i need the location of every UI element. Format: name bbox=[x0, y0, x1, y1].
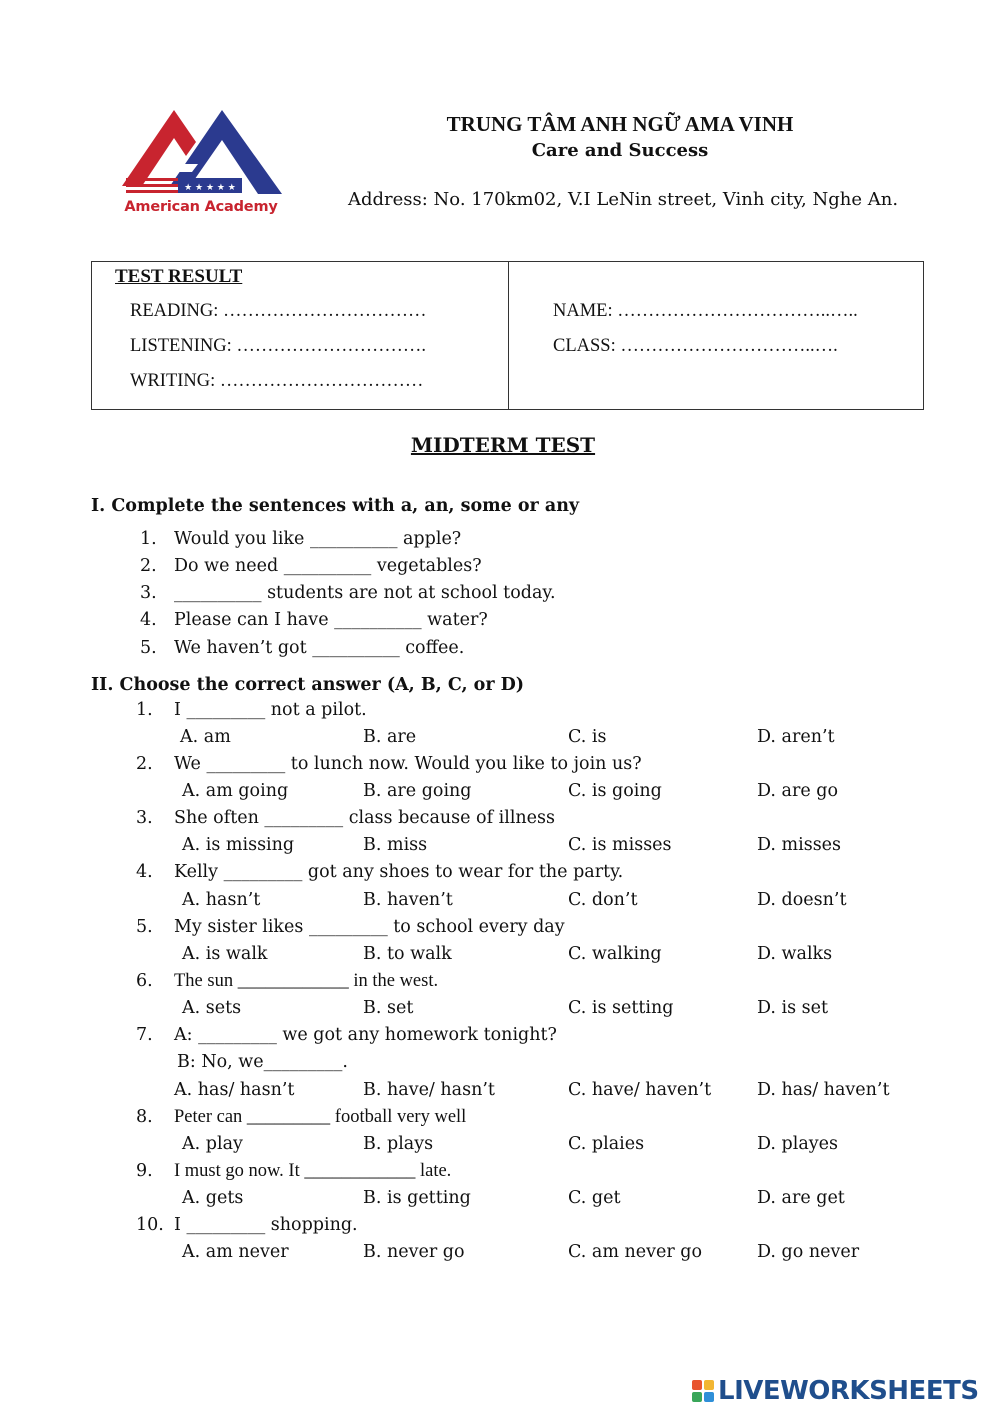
option-b[interactable]: B. are bbox=[363, 727, 417, 747]
box-divider bbox=[508, 262, 509, 409]
class-field[interactable]: CLASS: …………………………..…. bbox=[553, 336, 838, 356]
option-d[interactable]: D. walks bbox=[757, 944, 833, 964]
liveworksheets-text: LIVEWORKSHEETS bbox=[718, 1376, 979, 1406]
option-d[interactable]: D. has/ haven’t bbox=[757, 1080, 890, 1100]
question-text: She often _________ class because of illness bbox=[174, 808, 556, 828]
section1-heading: I. Complete the sentences with a, an, some or any bbox=[91, 496, 580, 516]
option-c[interactable]: C. is setting bbox=[568, 998, 674, 1018]
name-field[interactable]: NAME: ……………………………..….. bbox=[553, 301, 858, 321]
question bbox=[136, 700, 367, 720]
question-text-b: B: No, we_________. bbox=[177, 1052, 348, 1072]
option-b[interactable]: B. miss bbox=[363, 835, 428, 855]
option-c[interactable]: C. is going bbox=[568, 781, 662, 801]
question-text: I _________ not a pilot. bbox=[174, 700, 367, 720]
list-item bbox=[140, 556, 482, 576]
question-number: 6. bbox=[136, 971, 153, 991]
option-c[interactable]: C. is bbox=[568, 727, 607, 747]
listening-score-field[interactable]: LISTENING: …………………………. bbox=[130, 336, 426, 356]
option-a[interactable]: A. am going bbox=[182, 781, 289, 801]
question-number: 4. bbox=[136, 862, 153, 882]
test-result-box bbox=[91, 261, 924, 410]
list-item bbox=[140, 529, 461, 549]
question bbox=[136, 1215, 358, 1235]
logo-text: American Academy bbox=[124, 199, 278, 215]
option-b[interactable]: B. set bbox=[363, 998, 414, 1018]
item-number: 4. bbox=[140, 610, 157, 630]
center-name: TRUNG TÂM ANH NGỮ AMA VINH bbox=[446, 112, 794, 136]
question bbox=[136, 808, 555, 828]
question bbox=[136, 1025, 557, 1045]
logo-mark-icon bbox=[112, 106, 290, 201]
question bbox=[136, 1107, 466, 1128]
item-number: 2. bbox=[140, 556, 157, 576]
slogan: Care and Success bbox=[531, 140, 709, 161]
option-b[interactable]: B. are going bbox=[363, 781, 472, 801]
question bbox=[136, 862, 623, 882]
american-academy-logo bbox=[112, 106, 290, 230]
option-d[interactable]: D. playes bbox=[757, 1134, 838, 1154]
item-number: 1. bbox=[140, 529, 157, 549]
option-d[interactable]: D. misses bbox=[757, 835, 842, 855]
question-text: Peter can _________ football very well bbox=[174, 1107, 467, 1127]
option-b[interactable]: B. to walk bbox=[363, 944, 452, 964]
option-d[interactable]: D. go never bbox=[757, 1242, 860, 1262]
option-b[interactable]: B. haven’t bbox=[363, 890, 453, 910]
option-a[interactable]: A. gets bbox=[182, 1188, 244, 1208]
list-item bbox=[140, 583, 556, 603]
option-d[interactable]: D. aren’t bbox=[757, 727, 835, 747]
option-d[interactable]: D. is set bbox=[757, 998, 829, 1018]
reading-score-field[interactable]: READING: …………………………… bbox=[130, 301, 427, 321]
liveworksheets-icon bbox=[692, 1380, 714, 1402]
address: Address: No. 170km02, V.I LeNin street, Vinh city, Nghe An. bbox=[348, 189, 899, 210]
option-b[interactable]: B. plays bbox=[363, 1134, 434, 1154]
option-a[interactable]: A. sets bbox=[182, 998, 242, 1018]
question-text: We _________ to lunch now. Would you like to join us? bbox=[174, 754, 642, 774]
item-text: We haven’t got __________ coffee. bbox=[174, 638, 465, 658]
question bbox=[136, 971, 438, 992]
question-number: 10. bbox=[136, 1215, 164, 1235]
item-text: __________ students are not at school today. bbox=[174, 583, 556, 603]
option-a[interactable]: A. has/ hasn’t bbox=[174, 1080, 295, 1100]
option-d[interactable]: D. doesn’t bbox=[757, 890, 847, 910]
item-number: 3. bbox=[140, 583, 157, 603]
question-text: Kelly _________ got any shoes to wear for the party. bbox=[174, 862, 624, 882]
list-item bbox=[140, 610, 488, 630]
option-c[interactable]: C. get bbox=[568, 1188, 621, 1208]
option-d[interactable]: D. are go bbox=[757, 781, 838, 801]
item-text: Would you like __________ apple? bbox=[174, 529, 462, 549]
question-number: 7. bbox=[136, 1025, 153, 1045]
question bbox=[136, 1161, 451, 1182]
question-number: 2. bbox=[136, 754, 153, 774]
test-title: MIDTERM TEST bbox=[410, 433, 596, 457]
option-b[interactable]: B. have/ hasn’t bbox=[363, 1080, 495, 1100]
question-text: I _________ shopping. bbox=[174, 1215, 358, 1235]
option-d[interactable]: D. are get bbox=[757, 1188, 845, 1208]
item-text: Please can I have __________ water? bbox=[174, 610, 488, 630]
question-text: My sister likes _________ to school every day bbox=[174, 917, 565, 937]
option-a[interactable]: A. hasn’t bbox=[182, 890, 261, 910]
question-number: 3. bbox=[136, 808, 153, 828]
question-number: 5. bbox=[136, 917, 153, 937]
question-text: I must go now. It ____________ late. bbox=[174, 1161, 452, 1181]
option-c[interactable]: C. plaies bbox=[568, 1134, 645, 1154]
question-number: 9. bbox=[136, 1161, 153, 1181]
option-a[interactable]: A. is walk bbox=[182, 944, 268, 964]
writing-score-field[interactable]: WRITING: …………………………… bbox=[130, 371, 424, 391]
question-text: A: _________ we got any homework tonight? bbox=[174, 1025, 557, 1045]
item-text: Do we need __________ vegetables? bbox=[174, 556, 482, 576]
list-item bbox=[140, 638, 464, 658]
section2-heading: II. Choose the correct answer (A, B, C, or D) bbox=[91, 675, 525, 695]
test-result-title: TEST RESULT bbox=[115, 266, 243, 287]
option-c[interactable]: C. have/ haven’t bbox=[568, 1080, 712, 1100]
option-c[interactable]: C. don’t bbox=[568, 890, 638, 910]
item-number: 5. bbox=[140, 638, 157, 658]
option-a[interactable]: A. am never bbox=[182, 1242, 289, 1262]
option-a[interactable]: A. play bbox=[182, 1134, 243, 1154]
question-number: 8. bbox=[136, 1107, 153, 1127]
option-b[interactable]: B. never go bbox=[363, 1242, 465, 1262]
option-c[interactable]: C. is misses bbox=[568, 835, 672, 855]
option-a[interactable]: A. am bbox=[180, 727, 231, 747]
question-number: 1. bbox=[136, 700, 153, 720]
option-c[interactable]: C. am never go bbox=[568, 1242, 703, 1262]
option-a[interactable]: A. is missing bbox=[182, 835, 295, 855]
svg-text:★ ★ ★ ★ ★: ★ ★ ★ ★ ★ bbox=[184, 183, 236, 193]
option-c[interactable]: C. walking bbox=[568, 944, 662, 964]
question-text: The sun ____________ in the west. bbox=[174, 971, 439, 991]
option-b[interactable]: B. is getting bbox=[363, 1188, 471, 1208]
question bbox=[136, 754, 642, 774]
question bbox=[136, 917, 565, 937]
